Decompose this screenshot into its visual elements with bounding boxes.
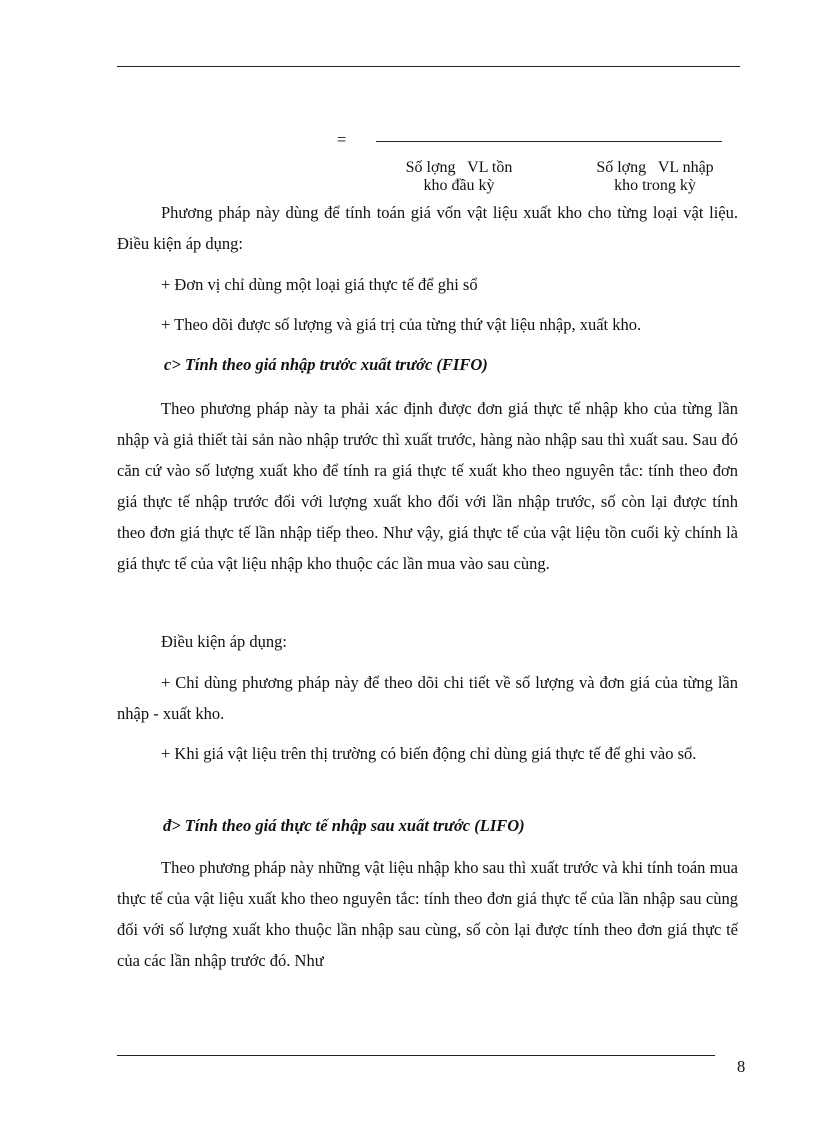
formula-fraction-bar	[376, 141, 722, 142]
formula-denominator-right-line1: Số lợng VL nhập	[596, 159, 714, 176]
condition-item-1: + Đơn vị chỉ dùng một loại giá thực tế để ghi sổ	[161, 275, 478, 294]
section-heading-lifo: đ> Tính theo giá thực tế nhập sau xuất trước (LIFO)	[163, 816, 525, 835]
section-heading-fifo: c> Tính theo giá nhập trước xuất trước (FIFO)	[164, 355, 488, 374]
formula-denominator-left-line1: Số lợng VL tồn	[405, 159, 513, 176]
page-number: 8	[737, 1057, 746, 1076]
formula-equals-sign: =	[337, 130, 347, 149]
header-rule	[117, 66, 740, 67]
formula-denominator-left-line2: kho đầu kỳ	[423, 177, 495, 194]
fifo-condition-1: + Chỉ dùng phương pháp này để theo dõi chi tiết về số lượng và đơn giá của từng lần nhập - xuất kho.	[117, 673, 738, 723]
conditions-label: Điều kiện áp dụng:	[161, 632, 288, 651]
paragraph-method-description: Phương pháp này dùng để tính toán giá vốn vật liệu xuất kho cho từng loại vật liệu. Điều kiện áp dụng:	[117, 203, 738, 253]
formula-denominator-right	[578, 159, 732, 195]
paragraph-lifo: Theo phương pháp này những vật liệu nhập kho sau thì xuất trước và khi tính toán mua thực tế của vật liệu xuất kho theo nguyên tắc: tính theo đơn giá thực tế của lần nhập sau cùng đối với số lượng xuất kho thuộc lần nhập sau cùng, số còn lại được tính theo đơn giá thực tế của các lần nhập trước đó. Như	[117, 858, 738, 970]
formula-denominator-right-line2: kho trong kỳ	[614, 177, 696, 194]
fifo-condition-2: + Khi giá vật liệu trên thị trường có biến động chỉ dùng giá thực tế để ghi vào sổ.	[161, 744, 697, 763]
formula-denominator-left	[384, 159, 534, 195]
condition-item-2: + Theo dõi được số lượng và giá trị của từng thứ vật liệu nhập, xuất kho.	[161, 315, 642, 334]
footer-rule	[117, 1055, 715, 1056]
paragraph-fifo: Theo phương pháp này ta phải xác định được đơn giá thực tế nhập kho của từng lần nhập và giả thiết tài sản nào nhập trước thì xuất trước, hàng nào nhập sau thì xuất sau. Sau đó căn cứ vào số lượng xuất kho để tính ra giá thực tế xuất kho theo nguyên tắc: tính theo đơn giá thực tế nhập trước đối với lượng xuất kho đối với lần nhập trước, số còn lại được tính theo đơn giá thực tế lần nhập tiếp theo. Như vậy, giá thực tế của vật liệu tồn cuối kỳ chính là giá thực tế của vật liệu nhập kho thuộc các lần mua vào sau cùng.	[117, 399, 738, 573]
